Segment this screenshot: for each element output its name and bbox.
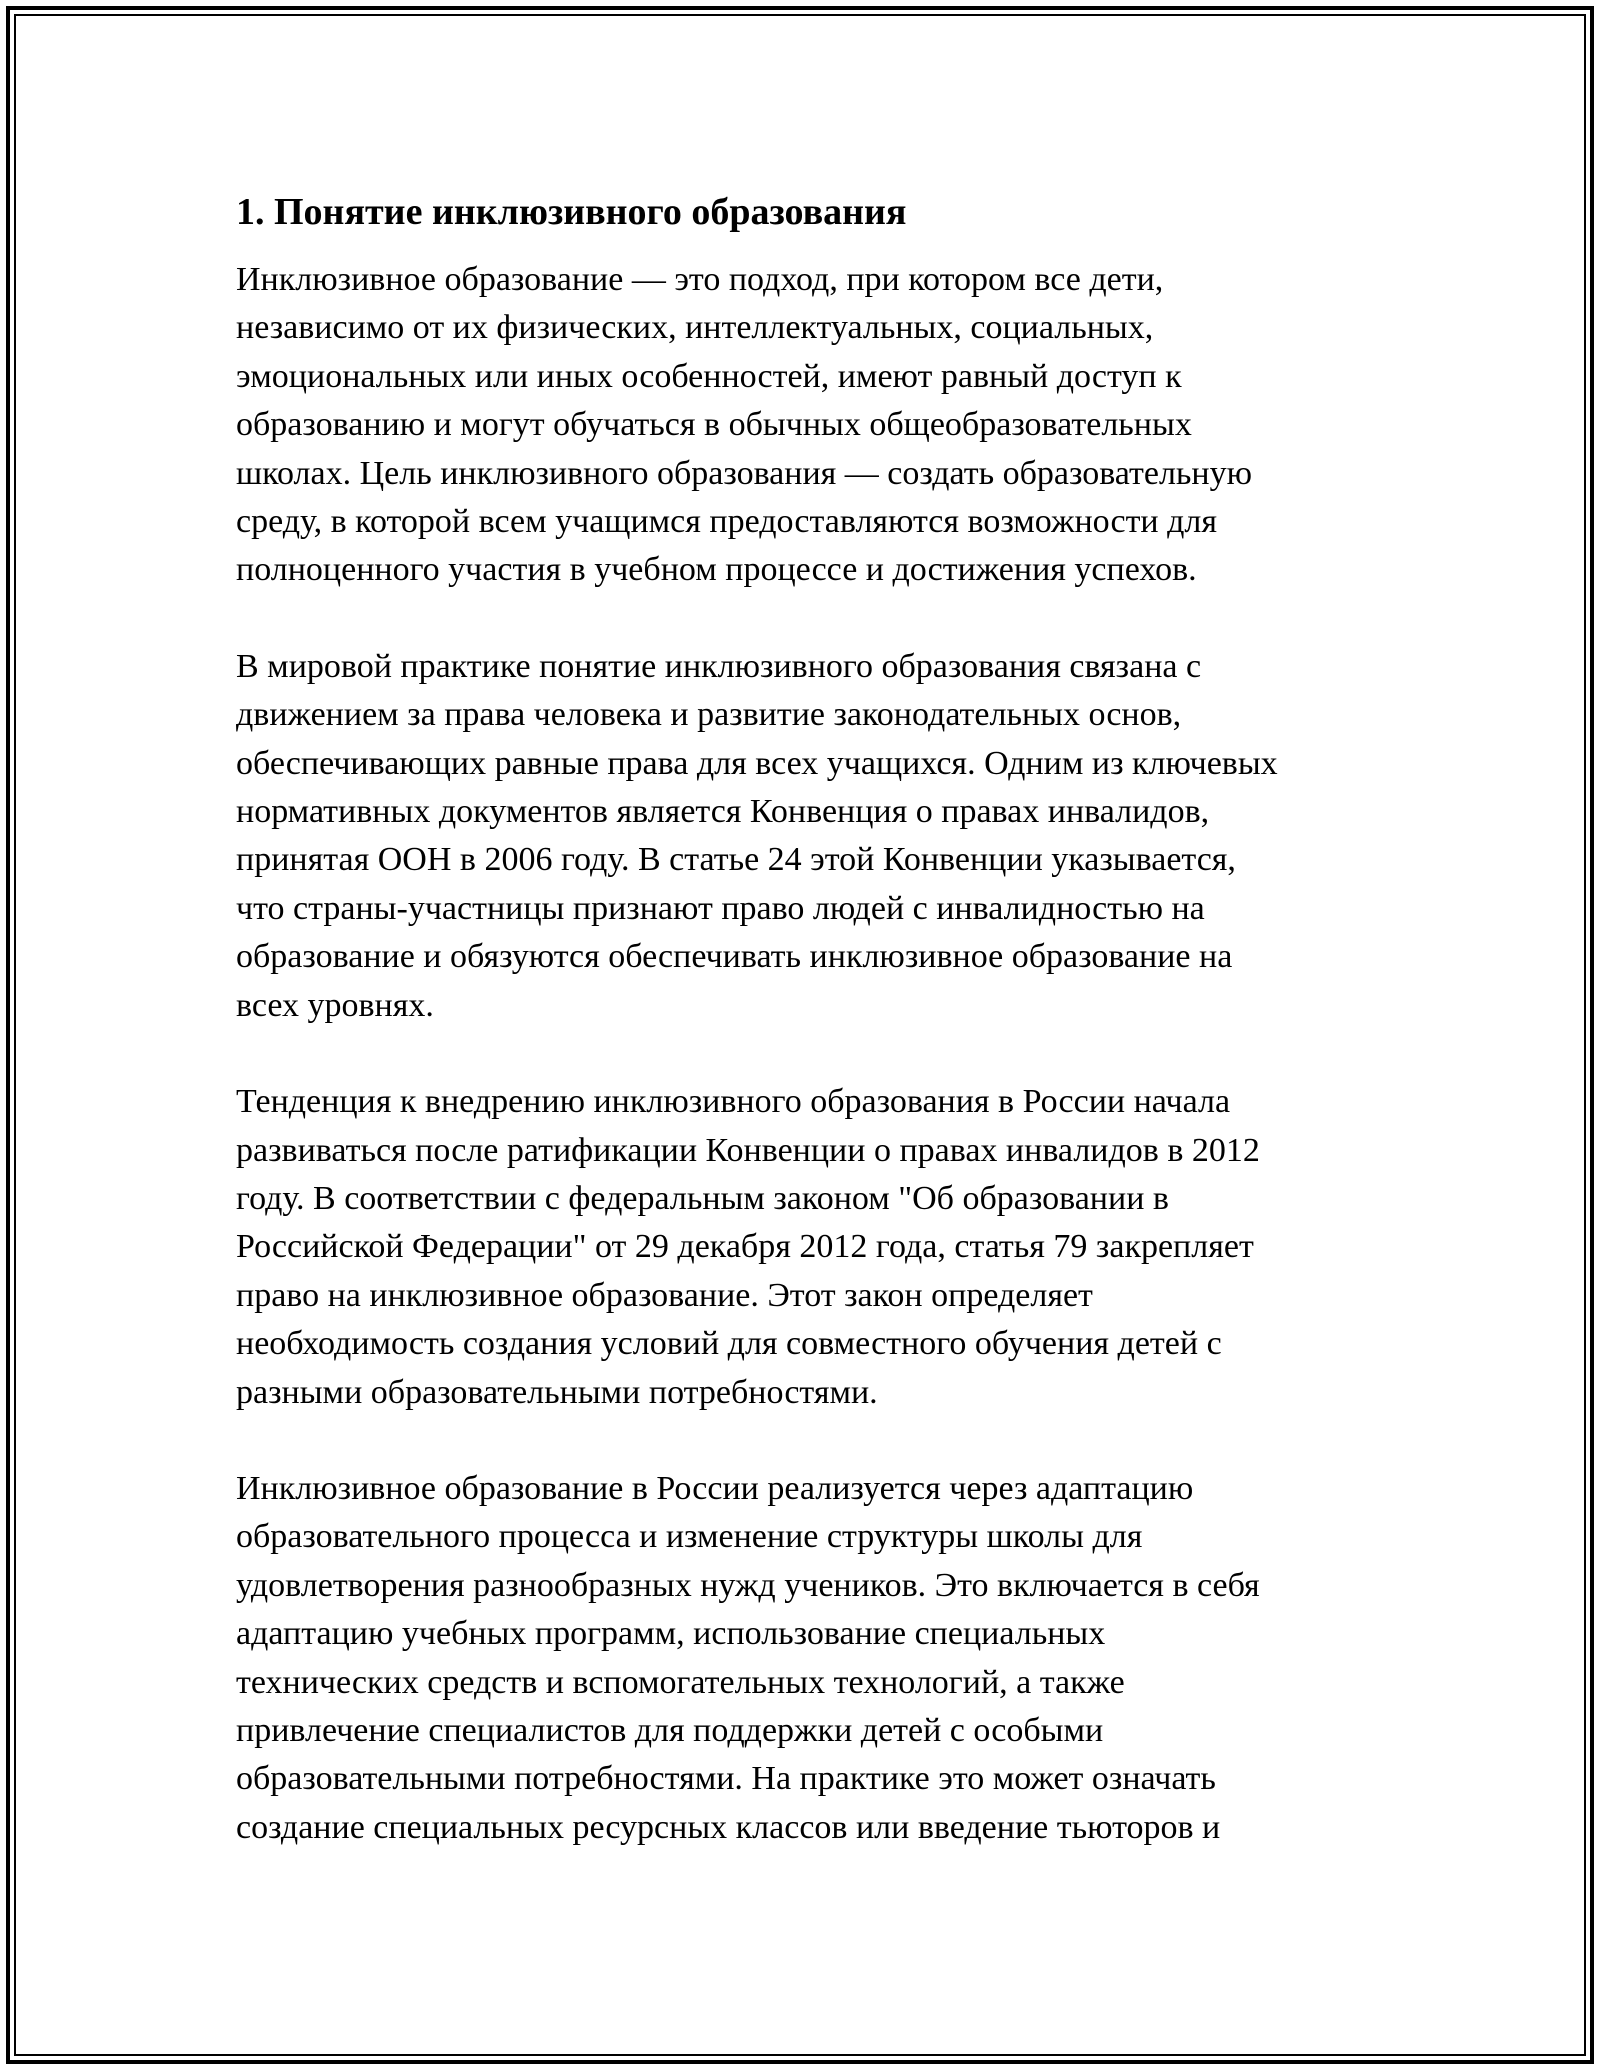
document-body	[236, 186, 1396, 1852]
text-line: необходимость создания условий для совместного обучения детей с	[236, 1325, 1222, 1363]
paragraph-russia-law	[236, 1078, 1396, 1417]
text-line: году. В соответствии с федеральным законом "Об образовании в	[236, 1179, 1169, 1217]
text-line: эмоциональных или иных особенностей, имеют равный доступ к	[236, 357, 1182, 395]
text-line: адаптацию учебных программ, использование специальных	[236, 1615, 1106, 1653]
text-line: независимо от их физических, интеллектуальных, социальных,	[236, 309, 1154, 347]
text-line: нормативных документов является Конвенция о правах инвалидов,	[236, 793, 1210, 831]
text-line: В мировой практике понятие инклюзивного образования связана с	[236, 647, 1202, 685]
text-line: что страны-участницы признают право людей с инвалидностью на	[236, 889, 1205, 927]
text-line: образовательного процесса и изменение структуры школы для	[236, 1518, 1143, 1556]
paragraph-definition	[236, 256, 1396, 595]
text-line: удовлетворения разнообразных нужд учеников. Это включается в себя	[236, 1566, 1260, 1604]
text-line: Инклюзивное образование в России реализуется через адаптацию	[236, 1469, 1194, 1507]
text-line: всех уровнях.	[236, 986, 434, 1024]
text-line: Инклюзивное образование — это подход, при котором все дети,	[236, 261, 1164, 298]
paragraph-world-practice	[236, 643, 1396, 1030]
text-line: школах. Цель инклюзивного образования — создать образовательную	[236, 454, 1253, 492]
text-line: движением за права человека и развитие законодательных основ,	[236, 696, 1182, 734]
text-line: полноценного участия в учебном процессе и достижения успехов.	[236, 551, 1197, 589]
text-line: среду, в которой всем учащимся предоставляются возможности для	[236, 503, 1218, 541]
text-line: образование и обязуются обеспечивать инклюзивное образование на	[236, 938, 1233, 976]
text-line: право на инклюзивное образование. Этот закон определяет	[236, 1276, 1093, 1314]
text-line: Российской Федерации" от 29 декабря 2012 года, статья 79 закрепляет	[236, 1228, 1254, 1266]
text-line: обеспечивающих равные права для всех учащихся. Одним из ключевых	[236, 744, 1278, 782]
text-line: технических средств и вспомогательных технологий, а также	[236, 1663, 1125, 1701]
text-line: образованию и могут обучаться в обычных общеобразовательных	[236, 406, 1192, 444]
text-line: принятая ООН в 2006 году. В статье 24 этой Конвенции указывается,	[236, 841, 1236, 879]
text-line: образовательными потребностями. На практике это может означать	[236, 1760, 1216, 1798]
text-line: разными образовательными потребностями.	[236, 1373, 878, 1411]
paragraph-implementation	[236, 1465, 1396, 1852]
text-line: создание специальных ресурсных классов или введение тьюторов и	[236, 1808, 1221, 1846]
section-title: 1. Понятие инклюзивного образования	[236, 191, 907, 233]
text-line: развиваться после ратификации Конвенции о правах инвалидов в 2012	[236, 1131, 1260, 1169]
text-line: привлечение специалистов для поддержки детей с особыми	[236, 1711, 1104, 1749]
text-line: Тенденция к внедрению инклюзивного образования в России начала	[236, 1083, 1231, 1121]
